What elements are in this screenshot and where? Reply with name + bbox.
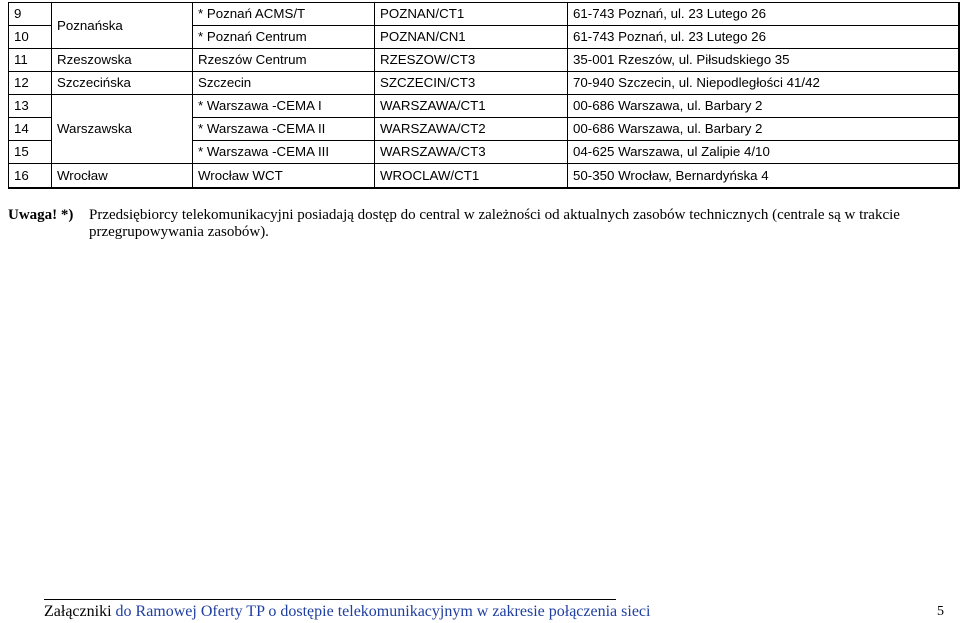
row-number: 13 — [9, 95, 52, 118]
exchange-name: * Poznań ACMS/T — [193, 3, 375, 26]
note-block — [8, 207, 948, 241]
exchange-table — [8, 2, 960, 189]
exchange-code: SZCZECIN/CT3 — [375, 72, 568, 95]
exchange-name: * Warszawa -CEMA I — [193, 95, 375, 118]
page-number: 5 — [937, 604, 944, 619]
page-footer — [44, 602, 650, 622]
exchange-code: WARSZAWA/CT2 — [375, 118, 568, 141]
row-number: 9 — [9, 3, 52, 26]
region-cell: Szczecińska — [52, 72, 193, 95]
row-number: 12 — [9, 72, 52, 95]
exchange-code: WARSZAWA/CT1 — [375, 95, 568, 118]
table-row — [9, 49, 959, 72]
region-cell: Warszawska — [52, 95, 193, 164]
exchange-name: Szczecin — [193, 72, 375, 95]
exchange-name: Rzeszów Centrum — [193, 49, 375, 72]
region-cell: Poznańska — [52, 3, 193, 49]
exchange-code: POZNAN/CT1 — [375, 3, 568, 26]
exchange-code: WARSZAWA/CT3 — [375, 141, 568, 164]
exchange-address: 35-001 Rzeszów, ul. Piłsudskiego 35 — [568, 49, 959, 72]
row-number: 10 — [9, 26, 52, 49]
exchange-name: * Warszawa -CEMA II — [193, 118, 375, 141]
exchange-address: 70-940 Szczecin, ul. Niepodległości 41/42 — [568, 72, 959, 95]
row-number: 11 — [9, 49, 52, 72]
table-row — [9, 72, 959, 95]
table-row — [9, 3, 959, 26]
footer-prefix: Załączniki — [44, 603, 116, 620]
note-label: Uwaga! *) — [8, 207, 74, 223]
exchange-name: Wrocław WCT — [193, 164, 375, 189]
exchange-name: * Warszawa -CEMA III — [193, 141, 375, 164]
region-cell: Wrocław — [52, 164, 193, 189]
row-number: 14 — [9, 118, 52, 141]
table-row — [9, 164, 959, 189]
footer-link[interactable]: do Ramowej Oferty TP o dostępie telekomunikacyjnym w zakresie połączenia sieci — [115, 603, 651, 620]
row-number: 16 — [9, 164, 52, 189]
table-row — [9, 95, 959, 118]
exchange-address: 00-686 Warszawa, ul. Barbary 2 — [568, 118, 959, 141]
row-number: 15 — [9, 141, 52, 164]
exchange-code: WROCLAW/CT1 — [375, 164, 568, 189]
exchange-address: 50-350 Wrocław, Bernardyńska 4 — [568, 164, 959, 189]
exchange-code: RZESZOW/CT3 — [375, 49, 568, 72]
region-cell: Rzeszowska — [52, 49, 193, 72]
exchange-name: * Poznań Centrum — [193, 26, 375, 49]
exchange-address: 61-743 Poznań, ul. 23 Lutego 26 — [568, 3, 959, 26]
exchange-code: POZNAN/CN1 — [375, 26, 568, 49]
exchange-address: 04-625 Warszawa, ul Zalipie 4/10 — [568, 141, 959, 164]
exchange-address: 61-743 Poznań, ul. 23 Lutego 26 — [568, 26, 959, 49]
footer-divider — [44, 599, 616, 600]
note-text: Przedsiębiorcy telekomunikacyjni posiadają dostęp do central w zależności od aktualnych zasobów technicznych (centrale są w trakcie przegrupowywania zasobów). — [89, 207, 900, 240]
exchange-address: 00-686 Warszawa, ul. Barbary 2 — [568, 95, 959, 118]
